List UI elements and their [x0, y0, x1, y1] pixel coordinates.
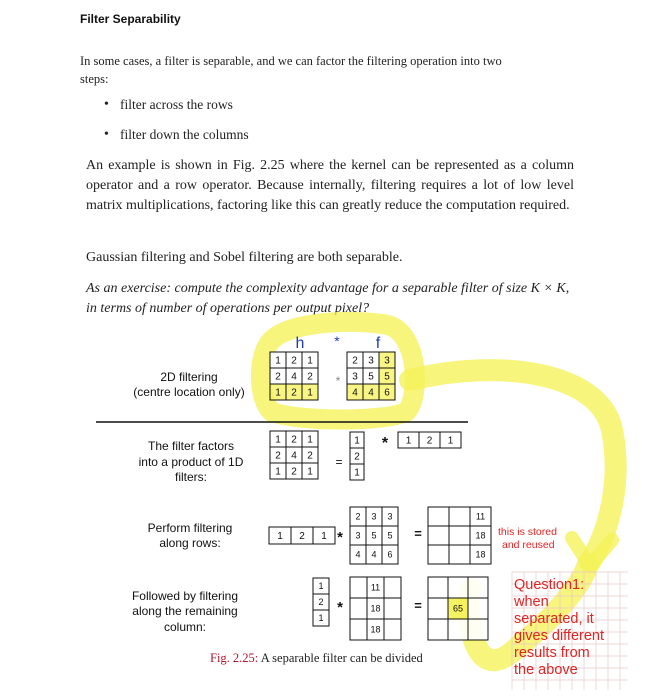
- row-step-filter-value: 1: [277, 531, 283, 543]
- image-f-value: 3: [352, 371, 358, 383]
- row-step-result-value: 11: [475, 511, 486, 522]
- final-result-cell: [448, 619, 468, 640]
- col-step-image-value: 18: [370, 603, 381, 614]
- kernel-h-value: 1: [275, 355, 281, 367]
- factor-kernel-value: 2: [291, 466, 297, 478]
- final-result-cell: [428, 619, 448, 640]
- op-star-row4: *: [337, 599, 343, 616]
- row-step-result-value: 18: [475, 549, 486, 560]
- factor-kernel-value: 2: [291, 434, 297, 446]
- image-f-value: 3: [384, 355, 390, 367]
- final-result-cell: [468, 598, 488, 619]
- row-step-filter-value: 1: [321, 531, 327, 543]
- row-filter-value: 2: [426, 435, 433, 447]
- caption-label: Fig. 2.25:: [210, 651, 259, 665]
- image-f-value: 5: [368, 371, 374, 383]
- image-f-value: 4: [352, 387, 358, 399]
- row4-label-line1: Followed by filtering: [131, 589, 239, 603]
- row3-label-line2: along rows:: [159, 536, 221, 550]
- paragraph-separability: An example is shown in Fig. 2.25 where the kernel can be represented as a column operator and a row operator. Because internally, filtering requires a lot of low level matrix multiplications, factoring like this can greatly reduce the computation required.: [86, 158, 574, 213]
- col-step-filter-value: 1: [318, 613, 324, 624]
- stored-note-line1: this is stored: [498, 526, 557, 538]
- image-f-label: f: [375, 335, 381, 352]
- row-step-result-value: 18: [475, 530, 486, 541]
- image-f-value: 4: [368, 387, 374, 399]
- image-f-value: 2: [352, 355, 358, 367]
- final-result-cell: [468, 619, 488, 640]
- row-step-result-cell: [449, 507, 470, 526]
- bullet-item: • filter across the rows: [100, 96, 249, 126]
- factor-kernel-value: 1: [275, 466, 281, 478]
- question-line4: gives different: [514, 628, 605, 644]
- row-filter-value: 1: [405, 435, 412, 447]
- row-step-result-cell: [449, 526, 470, 545]
- image-f-value: 3: [368, 355, 374, 367]
- row-step-result-cell: [428, 545, 449, 564]
- col-step-filter-value: 2: [318, 597, 324, 608]
- factor-kernel-value: 2: [307, 450, 313, 462]
- kernel-h-value: 2: [307, 371, 313, 383]
- row-step-image-value: 5: [387, 530, 393, 541]
- bullet-item: • filter down the columns: [100, 126, 249, 156]
- row-step-image-value: 6: [387, 549, 393, 560]
- image-f-value: 6: [384, 387, 390, 399]
- factor-kernel-value: 1: [307, 466, 313, 478]
- kernel-h-label: h: [295, 335, 305, 352]
- op-equals-row3: =: [414, 526, 422, 541]
- row-step-image-value: 3: [387, 511, 393, 522]
- question-line6: the above: [514, 662, 578, 678]
- column-filter-value: 2: [354, 451, 360, 463]
- factor-kernel-value: 1: [275, 434, 281, 446]
- final-result-value: 65: [452, 603, 464, 614]
- row-step-image-value: 4: [371, 549, 377, 560]
- row2-label-line3: filters:: [174, 470, 208, 484]
- row-step-image-value: 5: [371, 530, 377, 541]
- row-step-filter-value: 2: [299, 531, 305, 543]
- exercise-paragraph: As an exercise: compute the complexity advantage for a separable filter of size K × K, in terms of number of operations per output pixel?: [86, 281, 570, 316]
- final-result-cell: [448, 577, 468, 598]
- op-star-row3: *: [337, 529, 343, 546]
- question-line5: results from: [514, 645, 590, 661]
- kernel-h-value: 1: [307, 355, 313, 367]
- row-step-result-cell: [428, 526, 449, 545]
- row-step-image-value: 3: [355, 530, 361, 541]
- row4-label-line2: along the remaining: [132, 604, 238, 618]
- col-step-image-value: 11: [370, 582, 381, 593]
- question-line1: Question1:: [514, 577, 585, 593]
- final-result-cell: [468, 577, 488, 598]
- stored-note-line2: and reused: [502, 539, 555, 551]
- kernel-h-value: 2: [291, 355, 297, 367]
- header-convolve-star: *: [334, 333, 340, 349]
- row-step-image-value: 3: [371, 511, 377, 522]
- row-step-result-cell: [428, 507, 449, 526]
- row1-label-line2: (centre location only): [133, 385, 245, 399]
- figure-caption: [210, 651, 423, 666]
- row2-label-line1: The filter factors: [147, 439, 235, 453]
- kernel-h-value: 1: [275, 387, 281, 399]
- col-step-image-cell: [350, 619, 367, 640]
- question-line2: when: [514, 594, 549, 610]
- kernel-h-value: 4: [291, 371, 297, 383]
- col-step-image-cell: [384, 619, 401, 640]
- final-result-cell: [428, 577, 448, 598]
- row-step-image-value: 4: [355, 549, 361, 560]
- col-step-image-cell: [350, 577, 367, 598]
- row-filter-value: 1: [447, 435, 454, 447]
- caption-text: A separable filter can be divided: [260, 651, 423, 665]
- row2-label-line2: into a product of 1D: [138, 455, 244, 469]
- factor-kernel-value: 1: [307, 434, 313, 446]
- row-step-result-cell: [449, 545, 470, 564]
- op-equals-row4: =: [414, 598, 422, 613]
- col-step-image-cell: [384, 598, 401, 619]
- op-star-row1: *: [335, 374, 341, 388]
- factor-kernel-value: 2: [275, 450, 281, 462]
- op-star-row2: *: [381, 435, 389, 452]
- row4-label-line3: column:: [163, 620, 207, 634]
- kernel-h-value: 2: [291, 387, 297, 399]
- col-step-image-cell: [384, 577, 401, 598]
- factor-kernel-value: 4: [291, 450, 297, 462]
- col-step-image-cell: [350, 598, 367, 619]
- op-equals-row2: =: [335, 455, 343, 469]
- col-step-filter-value: 1: [318, 581, 324, 592]
- kernel-h-value: 1: [307, 387, 313, 399]
- col-step-image-value: 18: [370, 624, 381, 635]
- question-line3: separated, it: [514, 611, 594, 627]
- paragraph-gaussian-sobel: Gaussian filtering and Sobel filtering are both separable.: [86, 250, 403, 265]
- intro-paragraph: In some cases, a filter is separable, and we can factor the filtering operation into two steps:: [80, 54, 502, 86]
- column-filter-value: 1: [354, 435, 360, 447]
- section-title: Filter Separability: [80, 12, 181, 26]
- row3-label-line1: Perform filtering: [147, 521, 233, 535]
- row1-label-line1: 2D filtering: [160, 370, 218, 384]
- column-filter-value: 1: [354, 467, 360, 479]
- figure-grids: [269, 352, 491, 640]
- row-step-image-value: 2: [355, 511, 361, 522]
- image-f-value: 5: [384, 371, 390, 383]
- kernel-h-value: 2: [275, 371, 281, 383]
- final-result-cell: [428, 598, 448, 619]
